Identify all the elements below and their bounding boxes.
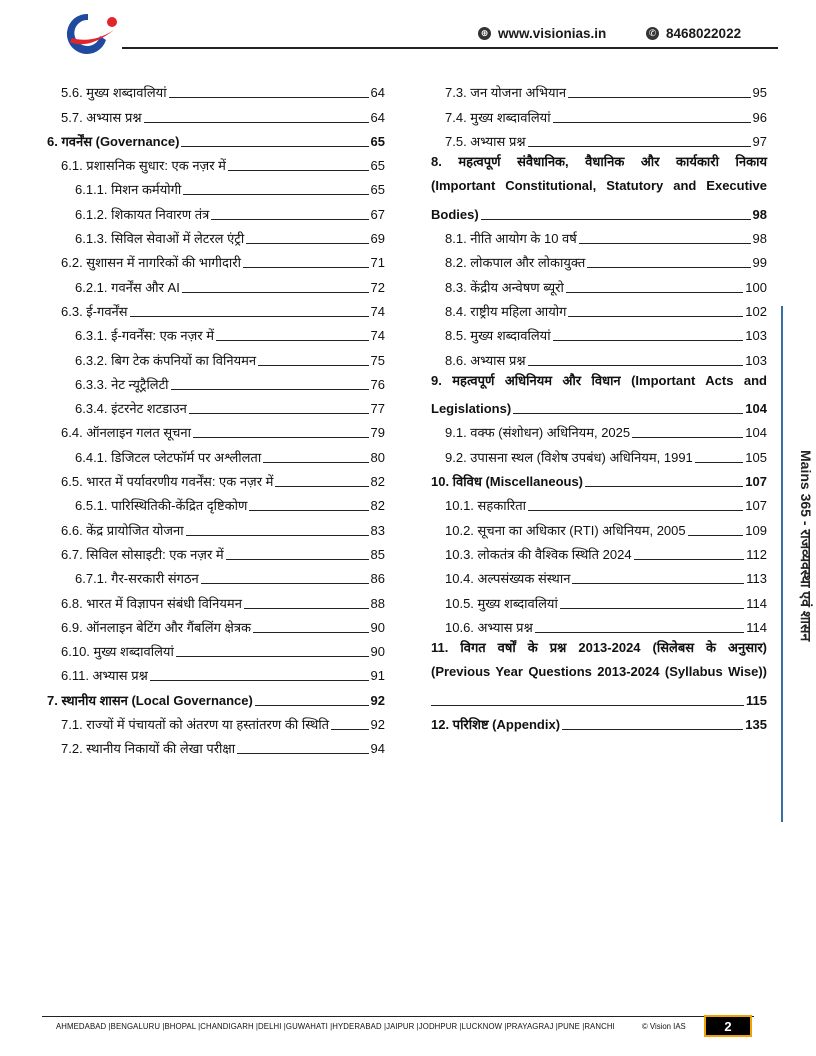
- toc-entry[interactable]: [47, 126, 385, 150]
- toc-leader: [528, 510, 743, 511]
- toc-leader: [572, 583, 744, 584]
- toc-entry-title: 6.6. केंद्र प्रायोजित योजना: [61, 522, 184, 538]
- toc-entry-title: 6.10. मुख्य शब्दावलियां: [61, 644, 174, 660]
- toc-entry[interactable]: [47, 101, 385, 125]
- toc-leader: [568, 316, 743, 317]
- toc-leader: [560, 608, 744, 609]
- toc-entry-page: 95: [752, 85, 767, 101]
- toc-entry-page: 114: [746, 619, 767, 635]
- toc-entry[interactable]: [47, 198, 385, 222]
- toc-leader: [553, 122, 751, 123]
- toc-ch8-line1[interactable]: 8. महत्वपूर्ण संवैधानिक, वैधानिक और कार्यकारी निकाय: [431, 153, 767, 169]
- toc-entry-title: 6.5. भारत में पर्यावरणीय गवर्नेंस: एक नज़र में: [61, 474, 274, 490]
- toc-entry-title: 8.3. केंद्रीय अन्वेषण ब्यूरो: [445, 279, 564, 295]
- toc-leader: [130, 316, 369, 317]
- toc-entry[interactable]: [47, 223, 385, 247]
- toc-entry-page: 69: [370, 231, 385, 247]
- toc-entry[interactable]: [431, 612, 767, 636]
- toc-entry-title: 7.4. मुख्य शब्दावलियां: [445, 109, 551, 125]
- toc-leader: [255, 705, 369, 706]
- toc-entry-page: 103: [745, 352, 767, 368]
- toc-entry-page: 107: [745, 474, 767, 490]
- toc-entry-page: 91: [370, 668, 385, 684]
- toc-leader: [193, 437, 369, 438]
- toc-entry-page: 65: [370, 182, 385, 198]
- toc-leader: [144, 122, 369, 123]
- toc-entry-page: 82: [370, 474, 385, 490]
- toc-entry[interactable]: [431, 223, 767, 247]
- toc-entry[interactable]: [47, 563, 385, 587]
- toc-leader: [237, 753, 368, 754]
- toc-leader: [226, 559, 369, 560]
- toc-entry-page: 75: [370, 352, 385, 368]
- toc-entry-title: 6.1.1. मिशन कर्मयोगी: [75, 182, 182, 198]
- toc-entry-title: 9.2. उपासना स्थल (विशेष उपबंध) अधिनियम, 1991: [445, 449, 693, 465]
- toc-leader: [216, 340, 369, 341]
- toc-entry[interactable]: [47, 417, 385, 441]
- toc-entry[interactable]: [431, 539, 767, 563]
- toc-entry[interactable]: [47, 733, 385, 757]
- toc-leader: [189, 413, 369, 414]
- toc-leader: [585, 486, 743, 487]
- toc-entry[interactable]: [431, 126, 767, 150]
- toc-entry[interactable]: [431, 563, 767, 587]
- toc-entry-title: 5.7. अभ्यास प्रश्न: [61, 109, 142, 125]
- toc-entry[interactable]: [47, 247, 385, 271]
- toc-leader: [228, 170, 369, 171]
- toc-entry[interactable]: [47, 587, 385, 611]
- toc-entry[interactable]: [431, 77, 767, 101]
- footer-copyright: © Vision IAS: [642, 1022, 686, 1031]
- toc-entry-title: 10.4. अल्पसंख्यक संस्थान: [445, 571, 571, 587]
- toc-ch9-line1[interactable]: 9. महत्वपूर्ण अधिनियम और विधान (Important Acts and: [431, 372, 767, 388]
- toc-leader: [275, 486, 368, 487]
- toc-entry-title: 6.4. ऑनलाइन गलत सूचना: [61, 425, 191, 441]
- toc-leader: [201, 583, 369, 584]
- toc-entry-page: 82: [370, 498, 385, 514]
- toc-entry[interactable]: [47, 660, 385, 684]
- toc-entry-page: 105: [745, 449, 767, 465]
- toc-entry-title: 9.1. वक्फ (संशोधन) अधिनियम, 2025: [445, 425, 631, 441]
- toc-leader: [171, 389, 369, 390]
- toc-entry-page: 71: [370, 255, 385, 271]
- toc-entry-title: 10.1. सहकारिता: [445, 498, 527, 514]
- toc-entry-page: 80: [370, 449, 385, 465]
- toc-entry-page: 86: [370, 571, 385, 587]
- toc-entry[interactable]: [431, 271, 767, 295]
- toc-entry[interactable]: [47, 369, 385, 393]
- toc-entry-page: 67: [370, 206, 385, 222]
- toc-leader: [632, 437, 743, 438]
- toc-entry-title: 6.3. ई-गवर्नेंस: [61, 303, 128, 319]
- toc-entry-title: 6.1.3. सिविल सेवाओं में लेटरल एंट्री: [75, 231, 245, 247]
- header-rule: [122, 47, 778, 49]
- toc-entry[interactable]: [47, 612, 385, 636]
- toc-entry[interactable]: [431, 466, 767, 490]
- toc-entry[interactable]: [431, 587, 767, 611]
- toc-leader: [535, 632, 745, 633]
- toc-entry-title: 6.4.1. डिजिटल प्लेटफॉर्म पर अश्लीलता: [75, 449, 262, 465]
- toc-entry-title: 6.7. सिविल सोसाइटी: एक नज़र में: [61, 546, 224, 562]
- toc-entry-page: 99: [752, 255, 767, 271]
- toc-entry[interactable]: [47, 636, 385, 660]
- toc-entry[interactable]: [47, 344, 385, 368]
- side-accent-bar: [781, 306, 783, 822]
- toc-entry-title: 8.2. लोकपाल और लोकायुक्त: [445, 255, 586, 271]
- toc-entry[interactable]: [431, 296, 767, 320]
- toc-ch12[interactable]: 12. परिशिष्ट (Appendix) 135: [431, 717, 767, 733]
- toc-leader: [253, 632, 368, 633]
- toc-leader: [695, 462, 744, 463]
- toc-entry-title: 6.3.1. ई-गवर्नेंस: एक नज़र में: [75, 328, 214, 344]
- toc-entry-page: 112: [746, 546, 767, 562]
- toc-leader: [331, 729, 368, 730]
- toc-entry-page: 114: [746, 595, 767, 611]
- toc-entry[interactable]: [47, 684, 385, 708]
- side-title: Mains 365 - राजव्यवस्था एवं शासन: [798, 450, 814, 642]
- toc-entry-title: 6.11. अभ्यास प्रश्न: [61, 668, 148, 684]
- toc-entry-page: 77: [370, 401, 385, 417]
- toc-entry-title: 6.7.1. गैर-सरकारी संगठन: [75, 571, 199, 587]
- toc-entry-page: 94: [370, 741, 385, 757]
- toc-entry-page: 64: [370, 85, 385, 101]
- toc-entry-page: 74: [370, 303, 385, 319]
- footer-rule: [42, 1016, 754, 1017]
- toc-entry-page: 107: [745, 498, 767, 514]
- toc-leader: [587, 267, 750, 268]
- toc-entry[interactable]: [47, 441, 385, 465]
- toc-entry[interactable]: [431, 417, 767, 441]
- toc-entry-page: 113: [746, 571, 767, 587]
- toc-leader: [566, 292, 743, 293]
- toc-right-column: [431, 77, 767, 733]
- toc-entry-page: 79: [370, 425, 385, 441]
- toc-entry[interactable]: [431, 514, 767, 538]
- toc-leader: [528, 146, 751, 147]
- toc-leader: [634, 559, 745, 560]
- toc-leader: [183, 194, 368, 195]
- toc-leader: [244, 608, 369, 609]
- page-number: 2: [704, 1015, 752, 1037]
- toc-entry-page: 65: [370, 133, 385, 149]
- toc-leader: [186, 535, 369, 536]
- toc-entry-page: 76: [370, 376, 385, 392]
- toc-ch11-line1[interactable]: 11. विगत वर्षों के प्रश्न 2013-2024 (सिलेबस के अनुसार): [431, 639, 767, 655]
- toc-leader: [246, 243, 368, 244]
- toc-left-column: [47, 77, 385, 757]
- toc-entry-page: 72: [370, 279, 385, 295]
- vision-ias-logo: [58, 10, 122, 54]
- toc-entry-title: 6.5.1. पारिस्थितिकी-केंद्रित दृष्टिकोण: [75, 498, 248, 514]
- toc-entry-title: 10.6. अभ्यास प्रश्न: [445, 619, 533, 635]
- website-text: www.visionias.in: [498, 26, 607, 41]
- toc-entry[interactable]: [47, 393, 385, 417]
- toc-entry-title: 7.2. स्थानीय निकायों की लेखा परीक्षा: [61, 741, 236, 757]
- toc-entry[interactable]: [47, 320, 385, 344]
- toc-entry-title: 10.2. सूचना का अधिकार (RTI) अधिनियम, 2005: [445, 522, 686, 538]
- toc-leader: [243, 267, 369, 268]
- toc-leader: [181, 146, 368, 147]
- website-contact[interactable]: [478, 26, 606, 41]
- toc-entry[interactable]: [47, 77, 385, 101]
- footer-cities: AHMEDABAD |BENGALURU |BHOPAL |CHANDIGARH |DELHI |GUWAHATI |HYDERABAD |JAIPUR |JODHPUR |LUCKNOW |PRAYAGRAJ |PUNE |RANCHI: [56, 1022, 615, 1031]
- phone-contact[interactable]: [646, 26, 741, 41]
- toc-entry-title: 6.3.4. इंटरनेट शटडाउन: [75, 401, 187, 417]
- toc-leader: [249, 510, 368, 511]
- toc-entry[interactable]: [47, 466, 385, 490]
- toc-entry-page: 102: [745, 303, 767, 319]
- toc-entry-title: 6.3.3. नेट न्यूट्रैलिटी: [75, 376, 169, 392]
- toc-entry-title: 8.4. राष्ट्रीय महिला आयोग: [445, 303, 567, 319]
- toc-entry-title: 6.9. ऑनलाइन बेटिंग और गैंबलिंग क्षेत्रक: [61, 619, 252, 635]
- toc-leader: [211, 219, 368, 220]
- toc-entry[interactable]: [47, 514, 385, 538]
- toc-leader: [553, 340, 744, 341]
- toc-entry[interactable]: [47, 490, 385, 514]
- toc-entry[interactable]: [47, 174, 385, 198]
- toc-ch8-line3[interactable]: Bodies) 98: [431, 206, 767, 222]
- toc-entry-title: 6.2.1. गवर्नेंस और AI: [75, 279, 180, 295]
- toc-entry[interactable]: [431, 320, 767, 344]
- toc-leader: [263, 462, 368, 463]
- toc-entry-page: 92: [370, 717, 385, 733]
- toc-entry[interactable]: [47, 709, 385, 733]
- toc-entry-page: 65: [370, 158, 385, 174]
- toc-entry-title: 8.5. मुख्य शब्दावलियां: [445, 328, 551, 344]
- toc-entry-title: 6.3.2. बिग टेक कंपनियों का विनियमन: [75, 352, 257, 368]
- globe-icon: ⊕: [478, 27, 491, 40]
- toc-entry-title: 10.5. मुख्य शब्दावलियां: [445, 595, 558, 611]
- toc-ch11-line3[interactable]: 115: [431, 684, 767, 708]
- toc-leader: [169, 97, 369, 98]
- toc-entry-title: 10. विविध (Miscellaneous): [431, 474, 584, 490]
- toc-entry-title: 6.8. भारत में विज्ञापन संबंधी विनियमन: [61, 595, 242, 611]
- toc-entry-page: 92: [370, 692, 385, 708]
- toc-entry-page: 96: [752, 109, 767, 125]
- toc-entry-title: 7.3. जन योजना अभियान: [445, 85, 567, 101]
- toc-entry[interactable]: [431, 490, 767, 514]
- toc-entry-page: 103: [745, 328, 767, 344]
- toc-leader: [150, 680, 369, 681]
- toc-entry-page: 85: [370, 546, 385, 562]
- toc-entry-page: 109: [745, 522, 767, 538]
- toc-leader: [568, 97, 750, 98]
- toc-entry[interactable]: [47, 539, 385, 563]
- toc-entry-page: 90: [370, 619, 385, 635]
- toc-entry[interactable]: [431, 441, 767, 465]
- toc-entry-title: 7.5. अभ्यास प्रश्न: [445, 133, 526, 149]
- toc-leader: [579, 243, 751, 244]
- toc-entry-page: 88: [370, 595, 385, 611]
- toc-leader: [258, 365, 368, 366]
- toc-leader: [688, 535, 744, 536]
- toc-entry-title: 7.1. राज्यों में पंचायतों को अंतरण या हस्तांतरण की स्थिति: [61, 717, 330, 733]
- toc-entry-title: 6.1. प्रशासनिक सुधार: एक नज़र में: [61, 158, 226, 174]
- toc-ch11-line2[interactable]: (Previous Year Questions 2013-2024 (Syllabus Wise)): [431, 664, 767, 680]
- toc-leader: [528, 365, 744, 366]
- toc-entry[interactable]: [47, 150, 385, 174]
- toc-entry-title: 6. गवर्नेंस (Governance): [47, 133, 180, 149]
- toc-entry-title: 7. स्थानीय शासन (Local Governance): [47, 692, 253, 708]
- toc-entry[interactable]: [431, 344, 767, 368]
- toc-entry-title: 8.6. अभ्यास प्रश्न: [445, 352, 526, 368]
- toc-ch8-line2[interactable]: (Important Constitutional, Statutory and Executive: [431, 178, 767, 194]
- toc-leader: [182, 292, 369, 293]
- toc-entry-page: 104: [745, 425, 767, 441]
- toc-entry-page: 100: [745, 279, 767, 295]
- toc-entry-title: 10.3. लोकतंत्र की वैश्विक स्थिति 2024: [445, 546, 632, 562]
- toc-leader: [176, 656, 369, 657]
- phone-icon: ✆: [646, 27, 659, 40]
- toc-entry-title: 6.2. सुशासन में नागरिकों की भागीदारी: [61, 255, 241, 271]
- toc-entry-page: 97: [752, 133, 767, 149]
- toc-entry-title: 6.1.2. शिकायत निवारण तंत्र: [75, 206, 210, 222]
- toc-entry[interactable]: [431, 101, 767, 125]
- toc-entry-page: 83: [370, 522, 385, 538]
- toc-entry-page: 90: [370, 644, 385, 660]
- toc-entry-page: 98: [752, 231, 767, 247]
- toc-entry-title: 5.6. मुख्य शब्दावलियां: [61, 85, 167, 101]
- toc-entry[interactable]: [47, 296, 385, 320]
- toc-ch9-line2[interactable]: Legislations) 104: [431, 401, 767, 417]
- toc-entry[interactable]: [47, 271, 385, 295]
- toc-entry-page: 74: [370, 328, 385, 344]
- toc-entry-page: 64: [370, 109, 385, 125]
- phone-text: 8468022022: [666, 26, 742, 41]
- toc-entry[interactable]: [431, 247, 767, 271]
- toc-entry-title: 8.1. नीति आयोग के 10 वर्ष: [445, 231, 577, 247]
